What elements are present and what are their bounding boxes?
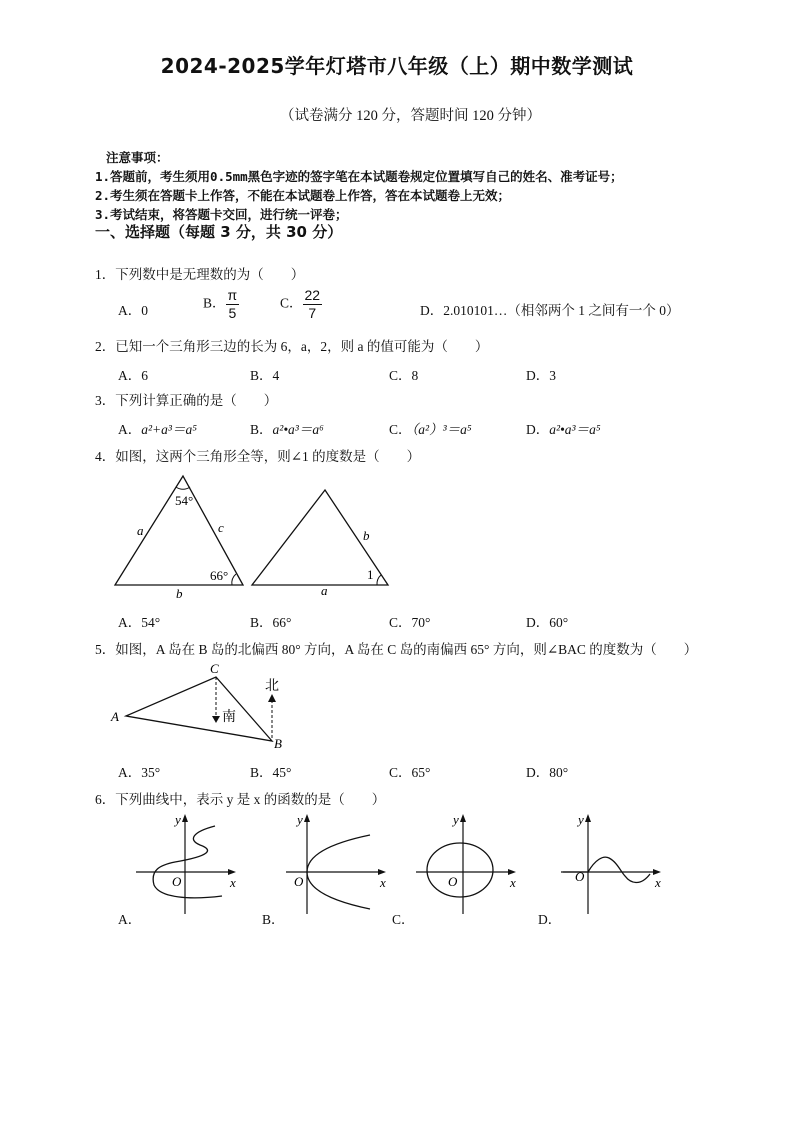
q6c-x-label: x	[510, 875, 516, 890]
q6-option-a: A．	[118, 912, 142, 927]
q4-right-side-b: b	[363, 528, 370, 543]
q6c-y-label: y	[453, 812, 459, 827]
q3-option-c-label: C．	[389, 422, 412, 437]
q3-option-c-expr: （a²）³＝a⁵	[411, 422, 472, 437]
q6-graph-a	[130, 810, 245, 920]
notice-heading: 注意事项：	[106, 150, 169, 165]
q6b-y-label: y	[297, 812, 303, 827]
q4-left-side-c: c	[218, 520, 224, 535]
q4-angle-54: 54°	[175, 493, 194, 508]
q5-option-b: B．45°	[250, 765, 292, 780]
q1-option-c-label: C．	[280, 295, 303, 311]
q3-option-b-label: B．	[250, 422, 273, 437]
q1-option-d: D．2.010101…（相邻两个 1 之间有一个 0）	[420, 303, 680, 318]
q2-option-b: B．4	[250, 368, 280, 383]
q6d-x-label: x	[655, 875, 661, 890]
q6-option-b: B．	[262, 912, 285, 927]
q6a-y-arrow	[182, 814, 188, 822]
page-title: 2024-2025学年灯塔市八年级（上）期中数学测试	[160, 54, 634, 78]
q6-graph-d	[555, 810, 670, 920]
q1-option-b-numerator: π	[227, 287, 238, 303]
question-6-stem: 6．下列曲线中，表示 y 是 x 的函数的是（ ）	[95, 792, 386, 807]
q1-option-c-denominator: 7	[308, 305, 317, 321]
q5-north-label: 北	[265, 679, 279, 694]
q3-option-d-label: D．	[526, 422, 550, 437]
q6a-y-label: y	[175, 812, 181, 827]
q5-point-c: C	[210, 661, 219, 676]
q4-angle-arc-right	[232, 574, 236, 585]
q3-option-b	[250, 418, 324, 438]
q4-angle-arc-1	[377, 575, 381, 585]
q2-option-d: D．3	[526, 368, 556, 383]
q3-option-d-expr: a²•a³＝a⁵	[549, 422, 601, 437]
question-5-stem: 5．如图，A 岛在 B 岛的北偏西 80° 方向，A 岛在 C 岛的南偏西 65° 方向，则∠BAC 的度数为（ ）	[95, 642, 698, 657]
q5-south-arrow	[212, 716, 220, 723]
q4-option-a: A．54°	[118, 615, 161, 630]
q6-option-d: D．	[538, 912, 562, 927]
q4-left-side-a: a	[137, 523, 144, 538]
q5-south-label: 南	[222, 710, 236, 725]
section-heading: 一、选择题（每题 3 分，共 30 分）	[95, 223, 343, 241]
question-1-stem: 1．下列数中是无理数的为（ ）	[95, 267, 305, 282]
q4-option-b: B．66°	[250, 615, 292, 630]
q1-option-c	[280, 287, 322, 322]
q4-angle-arc-top	[176, 487, 190, 489]
q3-option-c	[389, 418, 472, 438]
q6d-y-label: y	[578, 812, 584, 827]
q6-option-c: C．	[392, 912, 415, 927]
q4-angle-1: 1	[367, 567, 374, 582]
q4-left-side-b: b	[176, 586, 183, 601]
question-2-stem: 2．已知一个三角形三边的长为 6，a，2，则 a 的值可能为（ ）	[95, 339, 489, 354]
q5-option-a: A．35°	[118, 765, 161, 780]
q1-option-c-numerator: 22	[304, 287, 321, 303]
q5-option-c: C．65°	[389, 765, 431, 780]
q6a-x-label: x	[230, 875, 236, 890]
exam-info: （试卷满分 120 分，答题时间 120 分钟）	[280, 108, 541, 124]
q6a-origin: O	[172, 874, 182, 889]
question-4-stem: 4．如图，这两个三角形全等，则∠1 的度数是（ ）	[95, 449, 421, 464]
question-3-stem: 3．下列计算正确的是（ ）	[95, 393, 278, 408]
q6b-x-label: x	[380, 875, 386, 890]
q6d-origin: O	[575, 869, 585, 884]
q5-point-a: A	[111, 709, 119, 724]
q1-option-b-fraction	[226, 287, 240, 322]
q6b-y-arrow	[304, 814, 310, 822]
q6c-circle	[427, 843, 493, 897]
q5-point-b: B	[274, 736, 282, 751]
q1-option-b-denominator: 5	[228, 305, 237, 321]
q6b-origin: O	[294, 874, 304, 889]
q4-angle-66: 66°	[210, 568, 229, 583]
q6-graph-b	[280, 810, 395, 920]
q5-island-figure	[110, 660, 300, 755]
q5-option-d: D．80°	[526, 765, 569, 780]
q1-option-b-label: B．	[203, 295, 226, 311]
q1-option-c-fraction	[303, 287, 323, 322]
q6a-curve	[153, 826, 222, 898]
q3-option-b-expr: a²•a³＝a⁶	[272, 422, 324, 437]
q3-option-a-expr: a²+a³＝a⁵	[141, 422, 197, 437]
q3-option-a-label: A．	[118, 422, 142, 437]
q1-option-b	[203, 287, 239, 322]
q4-option-c: C．70°	[389, 615, 431, 630]
notice-item-3: 3.考试结束，将答题卡交回，进行统一评卷；	[95, 207, 348, 222]
q5-triangle	[126, 677, 272, 741]
q4-right-side-a: a	[321, 583, 328, 598]
notice-item-1: 1.答题前，考生须用0.5mm黑色字迹的签字笔在本试题卷规定位置填写自己的姓名、准考证号；	[95, 169, 623, 184]
q4-option-d: D．60°	[526, 615, 569, 630]
notice-item-2: 2.考生须在答题卡上作答，不能在本试题卷上作答，答在本试题卷上无效；	[95, 188, 511, 203]
q3-option-a	[118, 418, 197, 438]
q6-graph-c	[410, 810, 525, 920]
q6d-y-arrow	[585, 814, 591, 822]
q2-option-c: C．8	[389, 368, 419, 383]
q5-north-arrow	[268, 694, 276, 702]
q3-option-d	[526, 418, 601, 438]
q1-option-a: A．0	[118, 303, 148, 318]
q6c-origin: O	[448, 874, 458, 889]
q2-option-a: A．6	[118, 368, 148, 383]
q6c-y-arrow	[460, 814, 466, 822]
q4-triangles-figure	[105, 470, 405, 602]
